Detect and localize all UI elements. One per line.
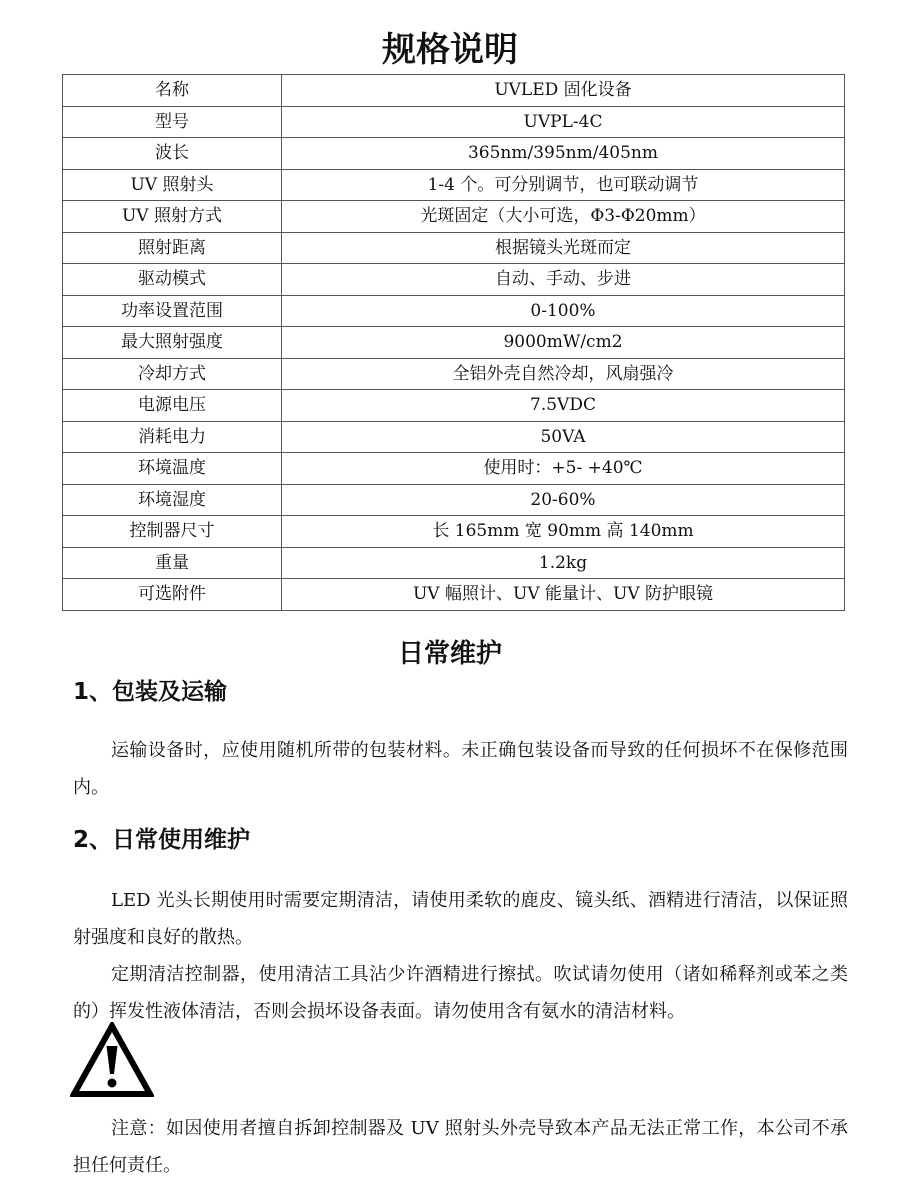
- spec-key: 环境温度: [63, 453, 282, 485]
- spec-value: 1.2kg: [282, 547, 845, 579]
- spec-key: 环境湿度: [63, 484, 282, 516]
- spec-key: UV 照射头: [63, 169, 282, 201]
- spec-key: 冷却方式: [63, 358, 282, 390]
- note-paragraph: 注意：如因使用者擅自拆卸控制器及 UV 照射头外壳导致本产品无法正常工作，本公司不承担任何责任。: [73, 1118, 848, 1176]
- table-row: [63, 295, 845, 327]
- table-row: [63, 453, 845, 485]
- spec-key: 重量: [63, 547, 282, 579]
- spec-table: [62, 74, 845, 611]
- table-row: [63, 138, 845, 170]
- spec-value: 50VA: [282, 421, 845, 453]
- table-row: [63, 390, 845, 422]
- spec-value: 长 165mm 宽 90mm 高 140mm: [282, 516, 845, 548]
- table-row: [63, 421, 845, 453]
- spec-key: 照射距离: [63, 232, 282, 264]
- spec-value: 7.5VDC: [282, 390, 845, 422]
- table-row: [63, 201, 845, 233]
- spec-key: 型号: [63, 106, 282, 138]
- table-row: [63, 358, 845, 390]
- section1-heading: 1、包装及运输: [73, 679, 228, 705]
- table-row: [63, 327, 845, 359]
- section1-paragraph: 运输设备时，应使用随机所带的包装材料。未正确包装设备而导致的任何损坏不在保修范围内。: [73, 740, 848, 798]
- spec-key: 可选附件: [63, 579, 282, 611]
- spec-key: 驱动模式: [63, 264, 282, 296]
- spec-value: 全铝外壳自然冷却，风扇强冷: [282, 358, 845, 390]
- spec-value: UV 幅照计、UV 能量计、UV 防护眼镜: [282, 579, 845, 611]
- spec-key: 波长: [63, 138, 282, 170]
- warning-triangle-icon: [70, 1022, 154, 1098]
- spec-value: UVPL-4C: [282, 106, 845, 138]
- section2-heading: 2、日常使用维护: [73, 827, 251, 853]
- spec-key: 电源电压: [63, 390, 282, 422]
- spec-value: 根据镜头光斑而定: [282, 232, 845, 264]
- spec-value: 0-100%: [282, 295, 845, 327]
- table-row: [63, 169, 845, 201]
- table-row: [63, 75, 845, 107]
- spec-value: UVLED 固化设备: [282, 75, 845, 107]
- spec-key: 名称: [63, 75, 282, 107]
- spec-value: 20-60%: [282, 484, 845, 516]
- spec-value: 365nm/395nm/405nm: [282, 138, 845, 170]
- spec-key: 功率设置范围: [63, 295, 282, 327]
- spec-key: UV 照射方式: [63, 201, 282, 233]
- table-row: [63, 264, 845, 296]
- table-row: [63, 516, 845, 548]
- table-row: [63, 106, 845, 138]
- maintenance-title: 日常维护: [397, 639, 502, 669]
- table-row: [63, 547, 845, 579]
- spec-value: 1-4 个。可分别调节，也可联动调节: [282, 169, 845, 201]
- spec-value: 使用时：+5- +40℃: [282, 453, 845, 485]
- section2-paragraph-2: 定期清洁控制器，使用清洁工具沾少许酒精进行擦拭。吹试请勿使用（诸如稀释剂或苯之类的）挥发性液体清洁，否则会损坏设备表面。请勿使用含有氨水的清洁材料。: [73, 964, 848, 1022]
- spec-value: 光斑固定（大小可选，Φ3-Φ20mm）: [282, 201, 845, 233]
- spec-key: 最大照射强度: [63, 327, 282, 359]
- page-title: 规格说明: [382, 30, 518, 70]
- spec-value: 自动、手动、步进: [282, 264, 845, 296]
- table-row: [63, 484, 845, 516]
- table-row: [63, 579, 845, 611]
- spec-value: 9000mW/cm2: [282, 327, 845, 359]
- section2-paragraph-1: LED 光头长期使用时需要定期清洁，请使用柔软的鹿皮、镜头纸、酒精进行清洁，以保证照射强度和良好的散热。: [73, 890, 848, 948]
- table-row: [63, 232, 845, 264]
- spec-key: 消耗电力: [63, 421, 282, 453]
- spec-key: 控制器尺寸: [63, 516, 282, 548]
